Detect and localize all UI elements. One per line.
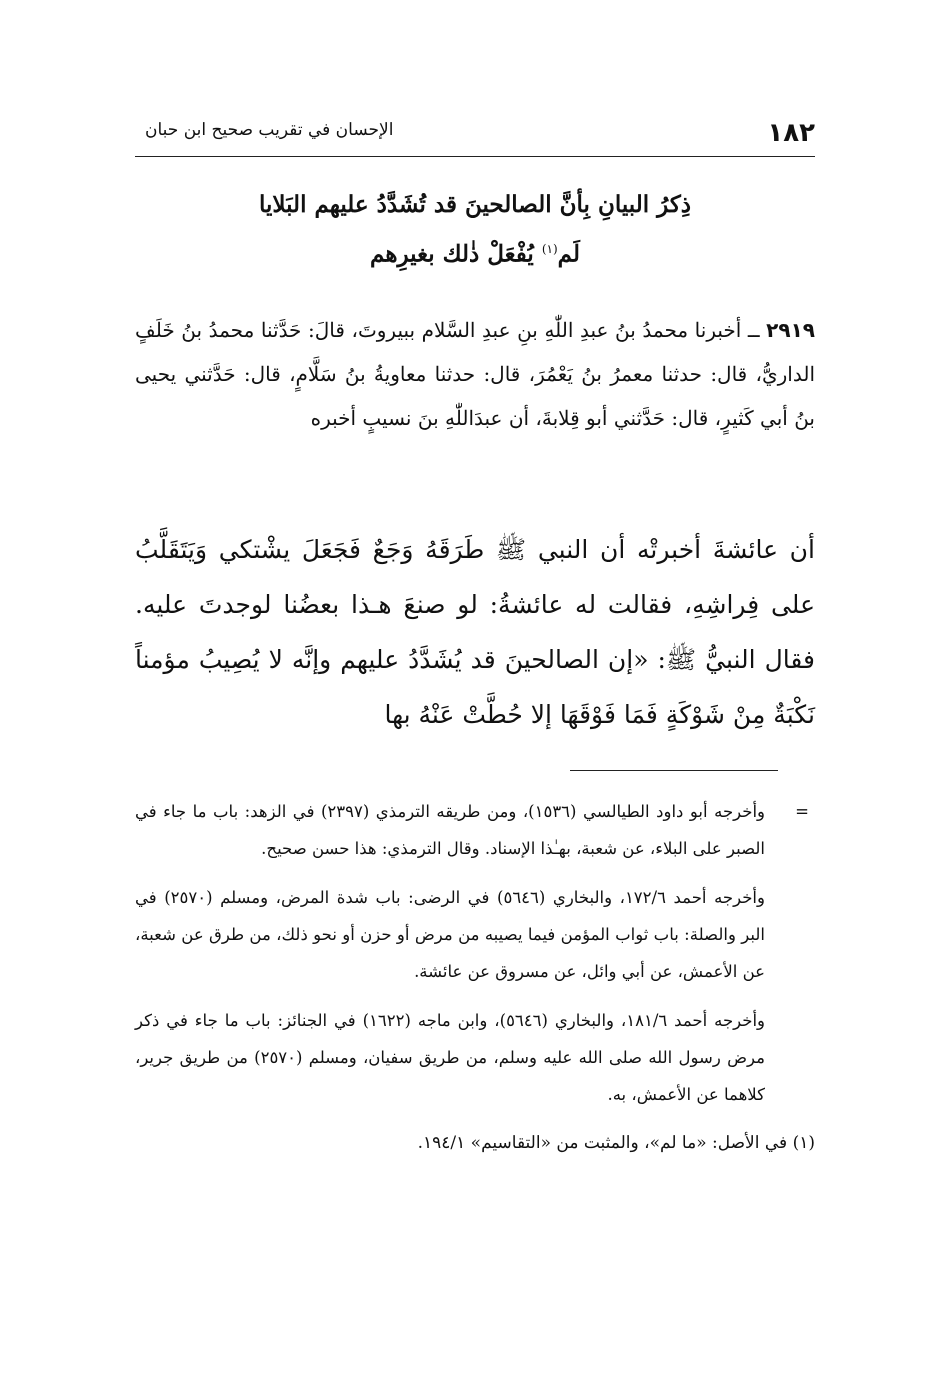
page-header [135,118,815,152]
footnote-note: (١) في الأصل: «ما لم»، والمثبت من «التقاسيم» ١٩٤/١. [417,1133,815,1153]
footnote-rule [570,770,778,771]
running-title: الإحسان في تقريب صحيح ابن حبان [145,120,394,140]
hadith-number: ٢٩١٩ [766,318,815,342]
chapter-heading [135,183,815,277]
heading-line-2 [135,227,815,277]
header-rule [135,156,815,157]
continuation-mark: = [795,802,809,821]
footnote-ref: (١) [541,242,558,256]
footnote-text: وأخرجه أبو داود الطيالسي (١٥٣٦)، ومن طريقه الترمذي (٢٣٩٧) في الزهد: باب ما جاء في الصبر على البلاء، عن شعبة، بهـٰذا الإسناد. وقال الترمذي: هذا حسن صحيح. [135,802,766,858]
footnote-text: وأخرجه أحمد ١٧٢/٦، والبخاري (٥٦٤٦) في الرضى: باب شدة المرض، ومسلم (٢٥٧٠) في البر والصلة: باب ثواب المؤمن فيما يصيبه من مرض أو حزن أو نحو ذلك، من طرق عن شعبة، عن الأعمش، عن أبي وائل، عن مسروق عن عائشة. [135,888,765,981]
isnad-paragraph [135,308,815,440]
footnote-paragraph [135,793,815,867]
footnote-paragraph [135,879,815,990]
heading-line-2-start: لَم [557,240,580,268]
footnote-paragraph [135,1002,815,1113]
heading-line-1: ذِكرُ البيانِ بِأنَّ الصالحينَ قد تُشَدَّدُ عليهم البَلايا [258,191,692,218]
heading-line-2-end: يُفْعَلْ ذٰلك بغيرِهم [370,240,542,268]
footnote-text: وأخرجه أحمد ١٨١/٦، والبخاري (٥٦٤٦)، وابن ماجه (١٦٢٢) في الجنائز: باب ما جاء في ذكر مرض رسول الله صلى الله عليه وسلم، من طريق سفيان، ومسلم (٢٥٧٠) من طريق جرير، كلاهما عن الأعمش، به. [135,1011,765,1104]
footnotes [135,793,815,1162]
matn-paragraph: أن عائشةَ أخبرتْه أن النبي ﷺ طَرَقَهُ وَجَعٌ فَجَعَلَ يشْتكي وَيَتَقَلَّبُ على فِراشِهِ، فقالت له عائشةُ: لو صنعَ هـذا بعضُنا لوجدتَ عليه. فقال النبيُّ ﷺ: «إن الصالحينَ قد يُشَدَّدُ عليهم وإنَّه لا يُصِيبُ مؤمناً نَكْبَةٌ مِنْ شَوْكَةٍ فَمَا فَوْقَهَا إلا حُطَّتْ عَنْهُ بها [135,535,815,729]
isnad-text: ــ أخبرنا محمدُ بنُ عبدِ اللّٰهِ بنِ عبدِ السَّلام ببيروتَ، قالَ: حَدَّثنا محمدُ بنُ خَلَفٍ الداريُّ، قال: حدثنا معمرُ بنُ يَعْمُرَ، قال: حدثنا معاويةُ بنُ سَلَّامٍ، قال: حَدَّثني يحيى بنُ أبي كَثيرٍ، قال: حَدَّثني أبو قِلابةَ، أن عبدَاللّٰهِ بنَ نسيبٍ أخبره [135,318,815,430]
page-number: ١٨٢ [767,118,815,148]
